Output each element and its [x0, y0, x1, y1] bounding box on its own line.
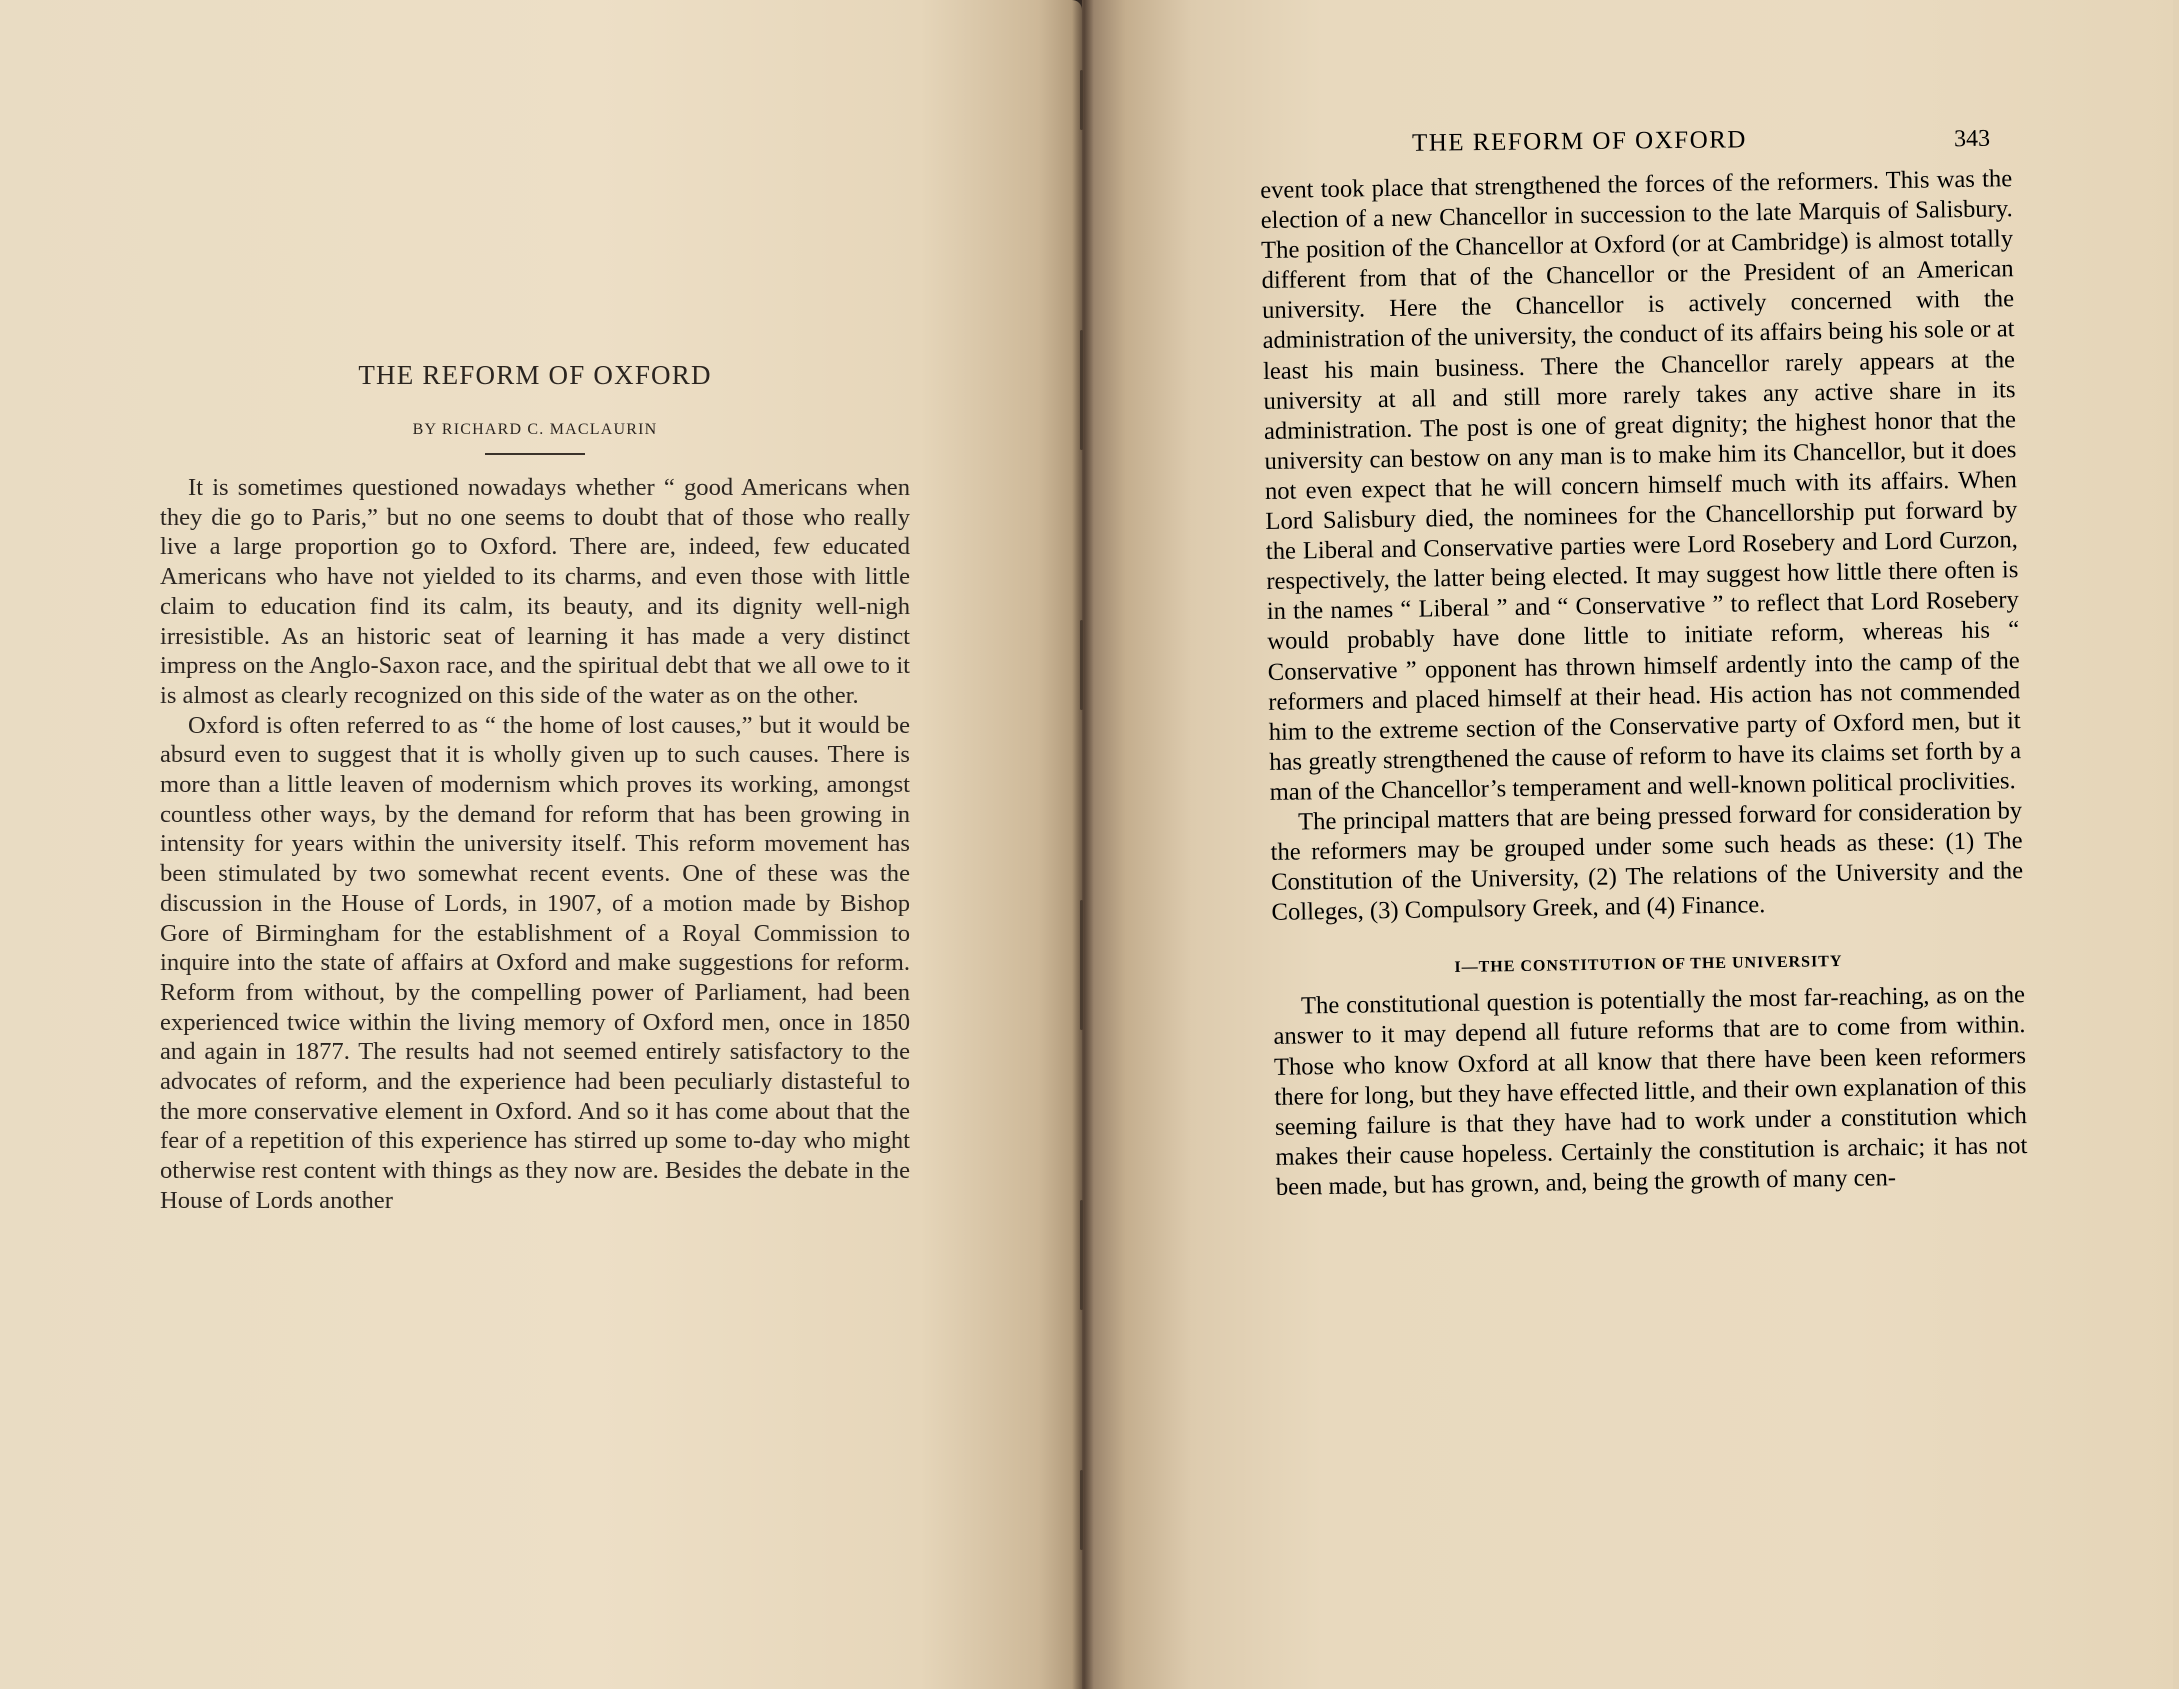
binding-stitch	[1080, 1200, 1083, 1310]
page-number: 343	[1953, 125, 1991, 153]
binding-stitch	[1080, 620, 1083, 710]
paragraph: event took place that strengthened the forces of the reformers. This was the election of a new Chancellor in succession to the late Marquis of Salisbury. The position of the Chancellor at Oxford (or at Cambridge) is almost totally different from that of the Chancellor or the President of an American university. Here the Chancellor is actively concerned with the administration of the university, the conduct of its affairs being his sole or at least his main business. There the Chancellor rarely appears at the university at all and still more rarely takes any active share in its administration. The post is one of great dignity; the highest honor that the university can bestow on any man is to make him its Chancellor, but it does not even expect that he will concern himself much with its affairs. When Lord Salisbury died, the nominees for the Chancellorship put forward by the Liberal and Conservative parties were Lord Rosebery and Lord Curzon, respectively, the latter being elected. It may suggest how little there often is in the names “ Liberal ” and “ Conservative ” to reflect that Lord Rosebery would probably have done little to initiate reform, whereas his “ Conservative ” opponent has thrown himself ardently into the camp of the reformers and placed himself at their head. His action has not commended him to the extreme section of the Conservative party of Oxford men, but it has greatly strengthened the cause of reform to have its claims set forth by a man of the Chancellor’s temperament and well-known political proclivities.	[1260, 165, 2022, 806]
section-body	[1273, 980, 2028, 1202]
paragraph: Oxford is often referred to as “ the home of lost causes,” but it would be absurd even to suggest that it is wholly given up to such causes. There is more than a little leaven of modernism which proves its working, amongst countless other ways, by the demand for reform that has been growing in intensity for years within the university itself. This reform movement has been stimulated by two somewhat recent events. One of these was the discussion in the House of Lords, in 1907, of a motion made by Bishop Gore of Birmingham for the establishment of a Royal Commission to inquire into the state of affairs at Oxford and make suggestions for reform. Reform from without, by the compelling power of Parliament, had been experienced twice within the living memory of Oxford men, once in 1850 and again in 1877. The results had not seemed entirely satisfactory to the advocates of reform, and the experience had been peculiarly distasteful to the more conservative element in Oxford. And so it has come about that the fear of a repetition of this experience has stirred up some to-day who might otherwise rest content with things as they now are. Besides the debate in the House of Lords another	[160, 711, 910, 1214]
running-head: THE REFORM OF OXFORD	[1411, 126, 1748, 157]
binding-stitch	[1080, 900, 1083, 1030]
title-rule	[485, 453, 585, 455]
article-title: THE REFORM OF OXFORD	[358, 360, 712, 390]
page-edge	[2173, 0, 2179, 1689]
binding-stitch	[1080, 1470, 1083, 1550]
section-heading: I—THE CONSTITUTION OF THE UNIVERSITY	[1454, 953, 1843, 977]
left-page-column	[160, 360, 910, 1216]
left-page	[0, 0, 1082, 1689]
left-page-body	[160, 473, 910, 1216]
right-page-column	[1260, 164, 2028, 1203]
paragraph: It is sometimes questioned nowadays whether “ good Americans when they die go to Paris,” but no one seems to doubt that of those who really live a large proportion go to Oxford. There are, indeed, few educated Americans who have not yielded to its charms, and even those with little claim to education find its calm, its beauty, and its dignity well-nigh irresistible. As an historic seat of learning it has made a very distinct impress on the Anglo-Saxon race, and the spiritual debt that we all owe to it is almost as clearly recognized on this side of the water as on the other.	[160, 474, 910, 709]
binding-stitch	[1080, 70, 1083, 130]
paragraph: The constitutional question is potentially the most far-reaching, as on the answer to it may depend all future reforms that are to come from within. Those who know Oxford at all know that there have been keen reformers there for long, but they have effected little, and their own explanation of this seeming failure is that they have had to work under a constitution which makes their cause hopeless. Certainly the constitution is archaic; it has not been made, but has grown, and, being the growth of many cen-	[1273, 981, 2028, 1201]
article-byline: BY RICHARD C. MACLAURIN	[412, 421, 658, 438]
binding-stitch	[1080, 330, 1083, 450]
right-page-body	[1260, 164, 2024, 928]
paragraph: The principal matters that are being pressed forward for consideration by the reformers may be grouped under some such heads as these: (1) The Constitution of the University, (2) The relations of the University and the Colleges, (3) Compulsory Greek, and (4) Finance.	[1270, 797, 2024, 927]
